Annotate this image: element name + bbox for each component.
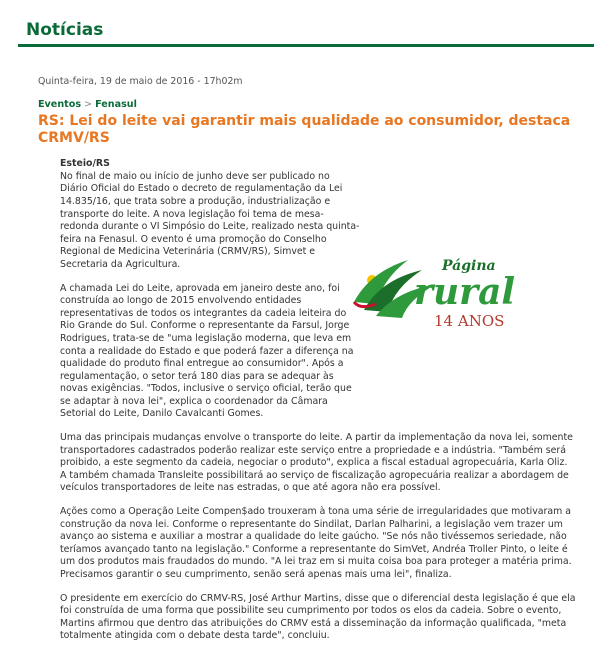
article-headline: RS: Lei do leite vai garantir mais qualidade ao consumidor, destaca CRMV/RS	[38, 113, 571, 146]
breadcrumb-subcategory-link[interactable]: Fenasul	[95, 98, 137, 110]
section-divider	[18, 44, 594, 47]
article-paragraph: O presidente em exercício do CRMV-RS, José Arthur Martins, disse que o diferencial desta legislação é que ela foi construída de uma forma que possibilite seu cumprimento por todos os elos da cadeia. Sobre o evento, Martins afirmou que dentro das atribuições do CRMV está a disseminação da informação qualificada, "meta totalmente atingida com o debate desta tarde", concluiu.	[60, 592, 576, 642]
article-paragraph: No final de maio ou início de junho deve ser publicado no Diário Oficial do Estado o decreto de regulamentação da Lei 14.835/16, que trata sobre a produção, industrialização e transporte do leite. A nova legislação foi tema de mesa-redonda durante o VI Simpósio do Leite, realizado nesta quinta-feira na Fenasul. O evento é uma promoção do Conselho Regional de Medicina Veterinária (CRMV/RS), Simvet e Secretaria da Agricultura.	[60, 170, 360, 270]
section-header	[18, 18, 594, 47]
breadcrumb	[38, 99, 578, 112]
logo-word-top: Página	[442, 258, 496, 274]
logo-anniversary: 14 ANOS	[434, 312, 505, 330]
article-paragraph: Ações como a Operação Leite Compen$ado trouxeram à tona uma série de irregularidades que motivaram a construção da nova lei. Conforme o representante do Sindilat, Darlan Palharini, a legislação vem trazer um avanço ao sistema e auxiliar a mostrar a qualidade do leite gaúcho. "Se nós não tivéssemos seriedade, não teríamos avançado tanto na legislação." Conforme a representante do SimVet, Andréa Troller Pinto, o leite é um dos produtos mais fraudados do mundo. "A lei traz em si muita coisa boa para proteger a matéria prima. Precisamos garantir o seu cumprimento, senão será apenas mais uma lei", finaliza.	[60, 506, 572, 580]
section-title: Notícias	[26, 20, 104, 40]
article-location: Esteio/RS	[60, 158, 110, 170]
article-body	[60, 158, 576, 643]
logo-word-main: rural	[414, 271, 516, 313]
article-paragraph: A chamada Lei do Leite, aprovada em janeiro deste ano, foi construída ao longo de 2015 envolvendo entidades representativas de todos os integrantes da cadeia leiteira do Rio Grande do Sul. Conforme o representante da Farsul, Jorge Rodrigues, trata-se de "uma legislação moderna, que leva em conta a realidade do Estado e que poderá fazer a diferença na qualidade do produto final entregue ao consumidor". Após a regulamentação, o setor terá 180 dias para se adequar às novas exigências. "Todos, inclusive o serviço oficial, terão que se adaptar à nova lei", explica o coordenador da Câmara Setorial do Leite, Danilo Cavalcanti Gomes.	[60, 282, 354, 420]
breadcrumb-category-link[interactable]: Eventos	[38, 98, 82, 110]
pagina-rural-logo	[350, 240, 528, 336]
article-paragraph: Uma das principais mudanças envolve o transporte do leite. A partir da implementação da nova lei, somente transportadores cadastrados poderão realizar este serviço entre a propriedade e a indústria. "Também será proibido, a este segmento da cadeia, negociar o produto", explica a fiscal estadual agropecuária, Karla Oliz. A também chamada Transleite possibilitará ao serviço de fiscalização agropecuária realizar a abordagem de veículos transportadores de leite nas estradas, o que até agora não era possível.	[60, 432, 573, 494]
article	[38, 76, 578, 654]
breadcrumb-separator: >	[84, 98, 93, 110]
article-dateline: Quinta-feira, 19 de maio de 2016 - 17h02m	[38, 76, 243, 87]
pagina-rural-logo-graphic	[350, 240, 528, 336]
